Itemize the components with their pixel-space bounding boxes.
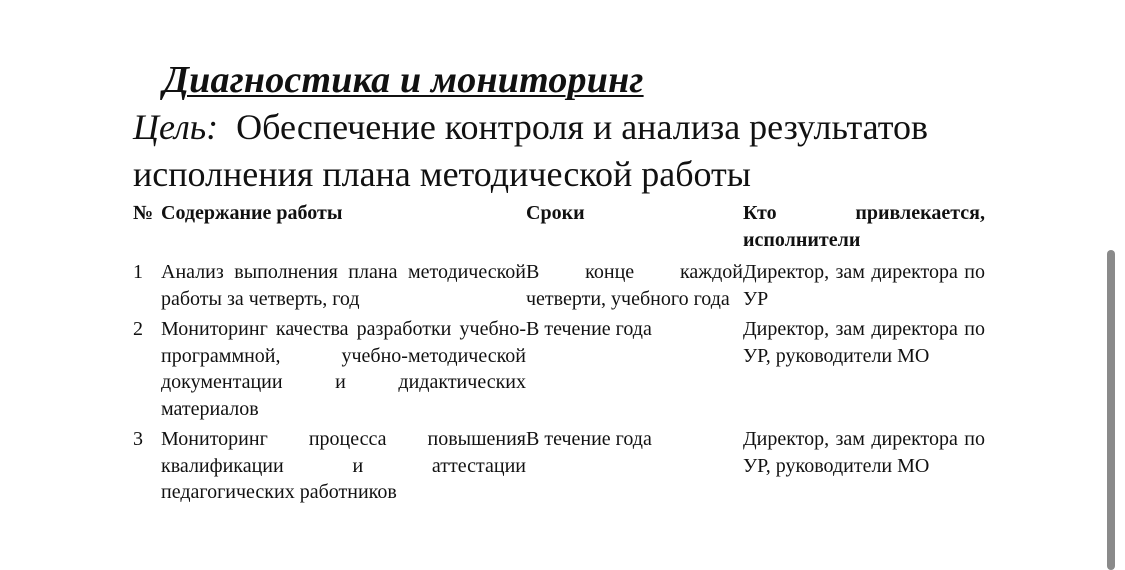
table-row bbox=[133, 259, 985, 316]
goal-paragraph bbox=[133, 104, 1033, 198]
row-num: 3 bbox=[133, 428, 143, 450]
row-who: Директор, зам директора по УР, руководители МО bbox=[743, 428, 985, 477]
row-content: Мониторинг качества разработки учебно-программной, учебно-методической документации и дидактических материалов bbox=[161, 318, 526, 420]
work-plan-table bbox=[133, 200, 985, 510]
header-content: Содержание работы bbox=[161, 202, 343, 224]
row-terms: В течение года bbox=[526, 428, 652, 450]
row-content: Мониторинг процесса повышения квалификации и аттестации педагогических работников bbox=[161, 428, 526, 503]
table-row bbox=[133, 426, 985, 510]
goal-line-1 bbox=[133, 104, 1033, 151]
table-header-row bbox=[133, 200, 985, 259]
row-terms: В конце каждой четверти, учебного года bbox=[526, 261, 743, 310]
header-terms: Сроки bbox=[526, 202, 585, 224]
row-num: 2 bbox=[133, 318, 143, 340]
row-content: Анализ выполнения плана методической работы за четверть, год bbox=[161, 261, 526, 310]
table-row bbox=[133, 316, 985, 426]
goal-label: Цель: bbox=[133, 107, 219, 147]
row-who: Директор, зам директора по УР, руководители МО bbox=[743, 318, 985, 367]
row-num: 1 bbox=[133, 261, 143, 283]
section-heading: Диагностика и мониторинг bbox=[163, 59, 644, 101]
goal-text-line-1: Обеспечение контроля и анализа результатов bbox=[236, 107, 928, 147]
goal-text-line-2: исполнения плана методической работы bbox=[133, 154, 751, 194]
row-terms: В течение года bbox=[526, 318, 652, 340]
header-who: Кто привлекается, исполнители bbox=[743, 202, 985, 251]
vertical-scrollbar[interactable] bbox=[1107, 250, 1115, 570]
row-who: Директор, зам директора по УР bbox=[743, 261, 985, 310]
header-num: № bbox=[133, 202, 154, 224]
